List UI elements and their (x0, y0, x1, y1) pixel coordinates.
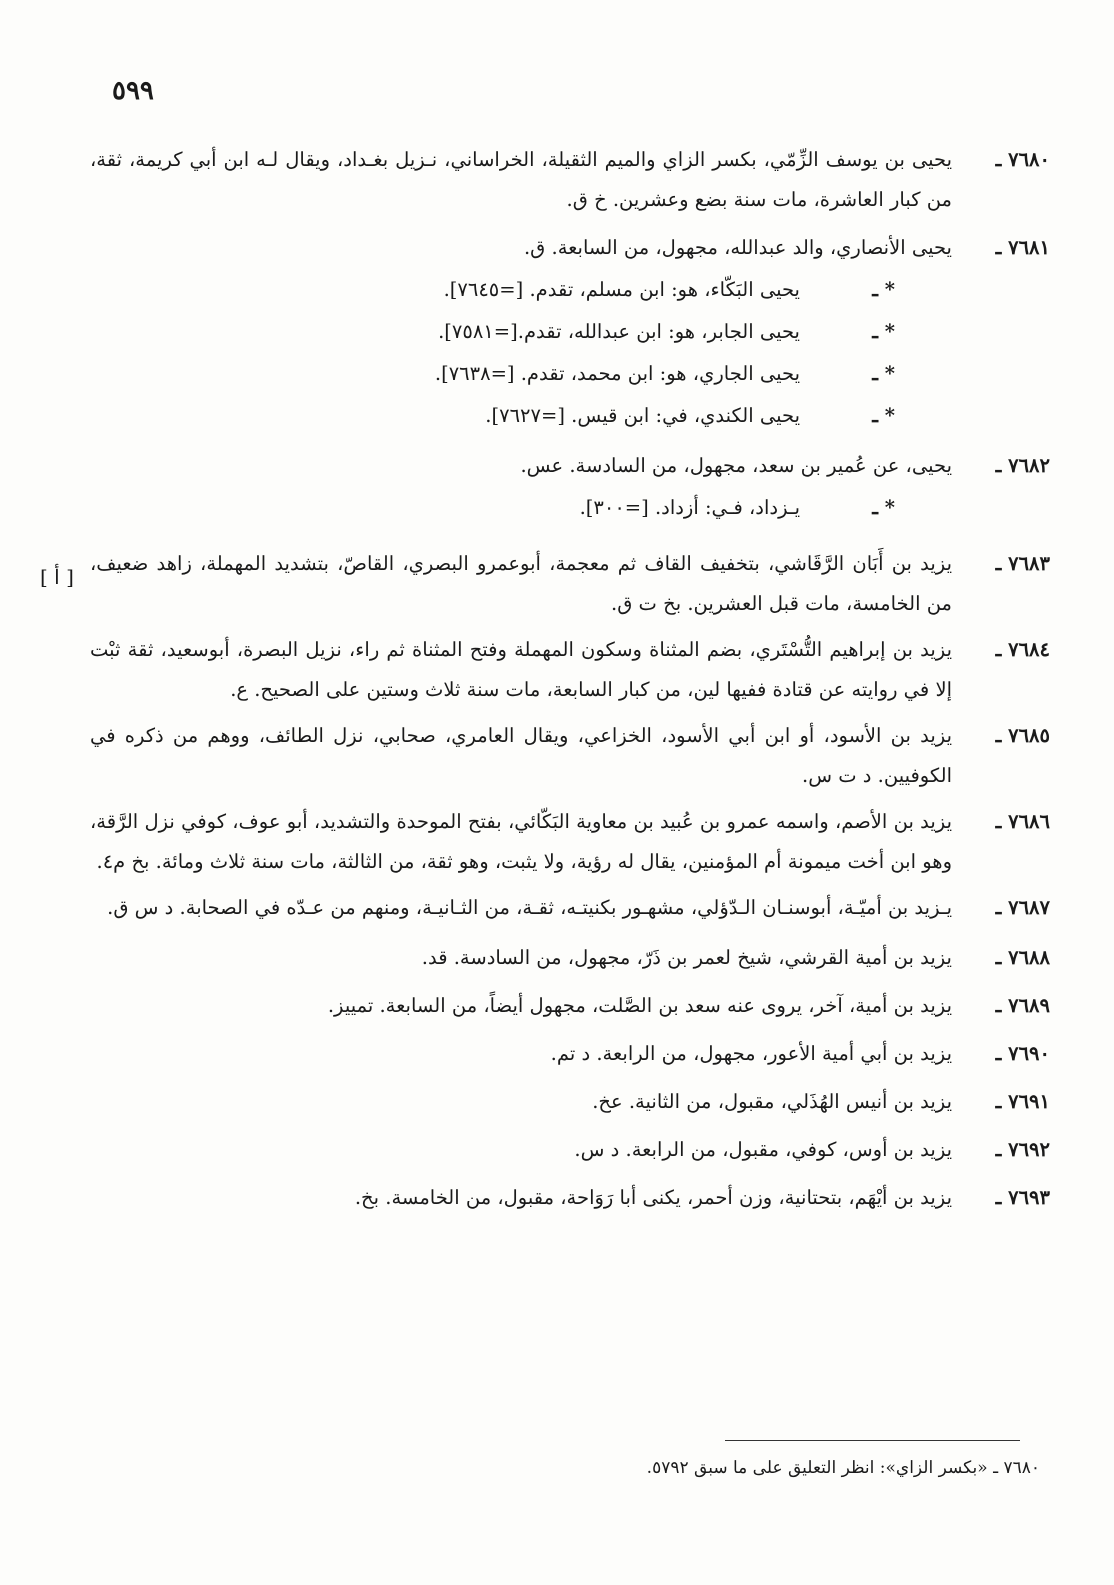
entry (90, 446, 1050, 486)
entry-text: يـزداد، فـي: أزداد. [=٣٠٠]. (579, 496, 800, 519)
entry-text: يحيى بن يوسف الزِّمّي، بكسر الزاي والميم الثقيلة، الخراساني، نـزيل بغـداد، ويقال لـه ابن أبي كريمة، ثقة، من كبار العاشرة، مات سنة بضع وعشرين. خ ق. (90, 148, 952, 211)
entry-text: يـزيد بن أميّـة، أبوسنـان الـدّؤلي، مشهـور بكنيتـه، ثقـة، من الثـانيـة، ومنهم من عـدّه في الصحابة. د س ق. (107, 896, 952, 919)
entry (90, 986, 1050, 1026)
entry-number: ٧٦٨٤ ـ (995, 638, 1050, 661)
entry-number: ٧٦٨٦ ـ (995, 810, 1050, 833)
entry-number: ٧٦٨١ ـ (995, 236, 1050, 259)
entry-text: يزيد بن الأسود، أو ابن أبي الأسود، الخزاعي، ويقال العامري، صحابي، نزل الطائف، ووهم من ذكره في الكوفيين. د ت س. (90, 724, 952, 787)
footnote-divider (725, 1440, 1020, 1441)
entry-text: يحيى البَكّاء، هو: ابن مسلم، تقدم. [=٧٦٤٥]. (443, 278, 800, 301)
entry-number: * ـ (872, 278, 895, 301)
entry (90, 802, 1050, 882)
entry-number: ٧٦٩٠ ـ (995, 1042, 1050, 1065)
entry (90, 270, 1050, 310)
entry-number: ٧٦٨٠ ـ (995, 148, 1050, 171)
entry-text: يزيد بن أبي أمية الأعور، مجهول، من الرابعة. د تم. (550, 1042, 952, 1065)
entry (90, 488, 1050, 528)
entry (90, 228, 1050, 268)
entry-number: ٧٦٨٧ ـ (995, 896, 1050, 919)
entry-number: ٧٦٨٩ ـ (995, 994, 1050, 1017)
entry-text: يزيد بن أوس، كوفي، مقبول، من الرابعة. د س. (574, 1138, 952, 1161)
entry-text: يحيى الجابر، هو: ابن عبدالله، تقدم.[=٧٥٨١]. (438, 320, 800, 343)
entry-text: يزيد بن أَبَان الرَّقَاشي، بتخفيف القاف ثم معجمة، أبوعمرو البصري، القاصّ، بتشديد المهملة، زاهد ضعيف، من الخامسة، مات قبل العشرين. بخ ت ق. (90, 552, 952, 615)
entry-number: ٧٦٨٨ ـ (995, 946, 1050, 969)
entry-text: يحيى الجاري، هو: ابن محمد، تقدم. [=٧٦٣٨]. (434, 362, 800, 385)
margin-marker: [ أ ] (40, 565, 74, 589)
entry-number: ٧٦٩١ ـ (995, 1090, 1050, 1113)
entry (90, 544, 1050, 624)
entry (90, 1034, 1050, 1074)
entry (90, 1178, 1050, 1218)
entry-number: * ـ (872, 496, 895, 519)
entry (90, 716, 1050, 796)
entry-number: ٧٦٨٥ ـ (995, 724, 1050, 747)
entry (90, 396, 1050, 436)
entries-list (90, 140, 1050, 1220)
entry-number: ٧٦٨٢ ـ (995, 454, 1050, 477)
entry-number: * ـ (872, 404, 895, 427)
entry (90, 1130, 1050, 1170)
entry (90, 354, 1050, 394)
entry-text: يزيد بن أمية، آخر، يروى عنه سعد بن الصَّلت، مجهول أيضاً، من السابعة. تمييز. (327, 994, 952, 1017)
entry-text: يزيد بن أنيس الهُذَلي، مقبول، من الثانية. عخ. (592, 1090, 952, 1113)
entry-text: يزيد بن أمية القرشي، شيخ لعمر بن ذَرّ، مجهول، من السادسة. قد. (421, 946, 952, 969)
footnote: ٧٦٨٠ ـ «بكسر الزاي»: انظر التعليق على ما سبق ٥٧٩٢. (646, 1458, 1040, 1478)
entry-text: يزيد بن الأصم، واسمه عمرو بن عُبيد بن معاوية البَكّائي، بفتح الموحدة والتشديد، أبو عوف، كوفي نزل الرَّقة، وهو ابن أخت ميمونة أم المؤمنين، يقال له رؤية، ولا يثبت، وهو ثقة، من الثالثة، مات سنة ثلاث ومائة. بخ م٤. (90, 810, 952, 873)
entry-number: * ـ (872, 320, 895, 343)
entry (90, 938, 1050, 978)
entry (90, 630, 1050, 710)
entry (90, 140, 1050, 220)
entry-number: ٧٦٩٢ ـ (995, 1138, 1050, 1161)
entry-number: ٧٦٨٣ ـ (995, 552, 1050, 575)
entry (90, 312, 1050, 352)
page-number: ٥٩٩ (112, 76, 154, 106)
entry (90, 1082, 1050, 1122)
entry-number: * ـ (872, 362, 895, 385)
entry-text: يحيى الأنصاري، والد عبدالله، مجهول، من السابعة. ق. (523, 236, 952, 259)
entry-text: يحيى، عن عُمير بن سعد، مجهول، من السادسة. عس. (520, 454, 952, 477)
entry (90, 888, 1050, 928)
entry-text: يحيى الكندي، في: ابن قيس. [=٧٦٢٧]. (485, 404, 800, 427)
entry-text: يزيد بن إبراهيم التُّسْتَري، بضم المثناة وسكون المهملة وفتح المثناة ثم راء، نزيل البصرة، أبوسعيد، ثقة ثبْت إلا في روايته عن قتادة ففيها لين، من كبار السابعة، مات سنة ثلاث وستين على الصحيح. ع. (90, 638, 952, 701)
entry-text: يزيد بن أيْهَم، بتحتانية، وزن أحمر، يكنى أبا رَوَاحة، مقبول، من الخامسة. بخ. (354, 1186, 952, 1209)
entry-number: ٧٦٩٣ ـ (995, 1186, 1050, 1209)
